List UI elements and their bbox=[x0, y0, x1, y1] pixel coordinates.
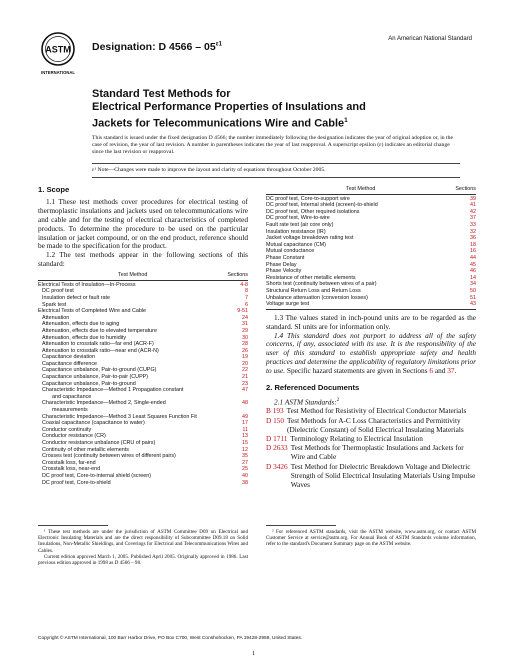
test-method-name: Attenuation, effects due to aging bbox=[42, 321, 120, 328]
scope-1-1: 1.1 These test methods cover procedures for electrical testing of thermoplastic insulations and jackets used on telecommunications wire and cable and for the testing of electrical characteristics of completed products. To determine the procedure to be used on the particular insulation or jacket compound, or on the end product, reference should be made to the specification for the product. bbox=[38, 196, 248, 251]
sections-table-right bbox=[266, 186, 476, 310]
section-link[interactable]: 24 bbox=[242, 314, 248, 321]
test-method-name: Conductor continuity bbox=[42, 426, 92, 433]
test-method-name: Crosses test (continuity between wires of different pairs) bbox=[42, 453, 176, 460]
test-method-name: DC proof test, Wire-to-wire bbox=[266, 215, 330, 222]
test-method-name: Capacitance unbalance, Pair-to-pair (CUPP) bbox=[42, 374, 149, 381]
right-column bbox=[266, 186, 476, 490]
section-link[interactable]: 6 bbox=[245, 301, 248, 308]
test-method-name: Attenuation bbox=[42, 314, 70, 321]
table-end-rule bbox=[266, 309, 476, 310]
test-method-name: Capacitance unbalance, Pair-to-ground (CUPG) bbox=[42, 367, 157, 374]
test-method-name: Mutual conductance bbox=[266, 248, 315, 255]
section-link[interactable]: 16 bbox=[470, 248, 476, 255]
table-row bbox=[38, 427, 248, 434]
copyright-line: Copyright © ASTM International, 100 Barr Harbor Drive, PO Box C700, West Conshohocken, PA 19428-2959, United States. bbox=[38, 636, 303, 641]
table-row bbox=[38, 295, 248, 302]
table-row bbox=[266, 295, 476, 302]
section-link[interactable]: 12 bbox=[242, 446, 248, 453]
scope-heading: 1. Scope bbox=[38, 185, 70, 194]
test-method-name: Crosstalk loss, far-end bbox=[42, 459, 96, 466]
test-method-name: Unbalance attenuation (conversion losses) bbox=[266, 294, 368, 301]
table-header: Test Method Sections bbox=[38, 272, 248, 281]
section-link[interactable]: 11 bbox=[242, 426, 248, 433]
document-title bbox=[92, 88, 452, 131]
table-row bbox=[38, 473, 248, 480]
test-method-name: Characteristic Impedance—Method 3 Least Squares Function Fit bbox=[42, 413, 197, 420]
table-row bbox=[38, 466, 248, 473]
reference-code-link[interactable]: D 150 bbox=[266, 415, 285, 425]
table-row bbox=[266, 268, 476, 275]
section-link[interactable]: 20 bbox=[242, 360, 248, 367]
section-link[interactable]: 50 bbox=[470, 287, 476, 294]
section-link[interactable]: 29 bbox=[242, 327, 248, 334]
test-method-name: Jacket voltage breakdown rating test bbox=[266, 235, 354, 242]
scope-1-2: 1.2 The test methods appear in the following sections of this standard: bbox=[38, 250, 248, 269]
section-link[interactable]: 21 bbox=[242, 374, 248, 381]
test-method-name: measurements bbox=[52, 407, 88, 414]
table-row bbox=[38, 288, 248, 295]
section-link[interactable]: 47 bbox=[242, 387, 248, 394]
section-link[interactable]: 43 bbox=[470, 301, 476, 308]
section-link[interactable]: 19 bbox=[242, 354, 248, 361]
title-line-1: Standard Test Methods for bbox=[92, 88, 231, 100]
test-method-name: Phase Velocity bbox=[266, 268, 302, 275]
table-row bbox=[38, 374, 248, 381]
test-method-name: DC proof test, Internal shield (screen)-to-shield bbox=[266, 202, 378, 209]
section-link[interactable]: 4-8 bbox=[240, 281, 248, 288]
test-method-name: Conductor resistance (CR) bbox=[42, 433, 106, 440]
table-row bbox=[38, 387, 248, 394]
reference-item bbox=[266, 417, 476, 435]
table-row bbox=[38, 361, 248, 368]
test-method-name: Insulation resistance (IR) bbox=[266, 228, 326, 235]
test-method-name: Shorts test (continuity between wires of a pair) bbox=[266, 281, 377, 288]
section-link[interactable]: 40 bbox=[242, 472, 248, 479]
scope-1-3: 1.3 The values stated in inch-pound units are to be regarded as the standard. SI units are for information only. bbox=[266, 312, 476, 331]
test-method-name: Structural Return Loss and Return Loss bbox=[266, 287, 361, 294]
table-row bbox=[38, 420, 248, 427]
table-row bbox=[38, 460, 248, 467]
table-row bbox=[266, 288, 476, 295]
section-link[interactable]: 35 bbox=[242, 453, 248, 460]
table-row bbox=[38, 302, 248, 309]
section-link[interactable]: 44 bbox=[470, 254, 476, 261]
table-row bbox=[38, 480, 248, 487]
table-row bbox=[266, 222, 476, 229]
references-list bbox=[266, 397, 476, 489]
test-method-name: Phase Delay bbox=[266, 261, 297, 268]
american-national-standard-label: An American National Standard bbox=[388, 36, 472, 42]
footnotes-left bbox=[38, 525, 248, 566]
test-method-name: and capacitance bbox=[52, 393, 92, 400]
section-link[interactable]: 32 bbox=[470, 228, 476, 235]
table-row bbox=[38, 321, 248, 328]
section-link[interactable]: 13 bbox=[242, 433, 248, 440]
footnotes-right bbox=[266, 525, 476, 548]
page-number: 1 bbox=[252, 650, 256, 657]
standard-issuance-note: This standard is issued under the fixed designation D 4566; the number immediately following the designation indicates the year of original adoption or, in the case of revision, the year of last revision. A number in parentheses indicates the year of last reapproval. A superscript epsilon (ε) indicates an editorial change since the last revision or reapproval. bbox=[92, 135, 454, 156]
section-link[interactable]: 45 bbox=[470, 261, 476, 268]
reference-code-link[interactable]: B 193 bbox=[266, 406, 284, 416]
test-method-name: Electrical Tests of Completed Wire and Cable bbox=[38, 308, 147, 315]
section-link[interactable]: 42 bbox=[470, 208, 476, 215]
test-method-name: Crosstalk loss, near-end bbox=[42, 466, 101, 473]
test-method-name: Characteristic Impedance—Method 1 Propagation constant bbox=[42, 387, 184, 394]
table-row bbox=[266, 255, 476, 262]
test-method-name: Capacitance unbalance, Pair-to-ground bbox=[42, 380, 136, 387]
section-link[interactable]: 27 bbox=[242, 459, 248, 466]
designation: Designation: D $4566 - 05^{\varepsilon 1}$ bbox=[92, 41, 222, 53]
section-link[interactable]: 51 bbox=[470, 294, 476, 301]
footnote-rule bbox=[38, 525, 108, 526]
section-link[interactable]: 9-51 bbox=[237, 308, 248, 315]
test-method-name: Attenuation, effects due to humidity bbox=[42, 334, 127, 341]
section-link[interactable]: 15 bbox=[242, 440, 248, 446]
table-row bbox=[38, 354, 248, 361]
section-link[interactable]: 14 bbox=[470, 274, 476, 281]
test-method-name: Conductor resistance unbalance (CRU of pairs) bbox=[42, 440, 156, 446]
test-method-name: Capacitance deviation bbox=[42, 354, 96, 361]
left-column bbox=[38, 186, 248, 486]
table-row bbox=[38, 348, 248, 355]
test-method-name: DC proof test, Other required isolations bbox=[266, 208, 360, 215]
section-link[interactable]: 36 bbox=[470, 235, 476, 242]
table-row bbox=[38, 328, 248, 335]
table-row bbox=[38, 407, 248, 414]
sections-table-left bbox=[38, 272, 248, 486]
section-link[interactable]: 25 bbox=[242, 466, 248, 473]
table-row bbox=[266, 301, 476, 308]
scope-1-4: 1.4 This standard does not purport to address all of the safety concerns, if any, associated with its use. It is the responsibility of the user of this standard to establish appropriate safety and health practices and determine the applicability of regulatory limitations prior to use. Specific hazard statements are given in Sections 6 and 37. bbox=[266, 330, 476, 376]
test-method-name: Mutual capacitance (CM) bbox=[266, 241, 326, 248]
table-row bbox=[38, 447, 248, 454]
test-method-name: Voltage surge test bbox=[266, 301, 310, 308]
section-link[interactable]: 46 bbox=[470, 268, 476, 275]
divider bbox=[92, 163, 460, 164]
table-row bbox=[38, 367, 248, 374]
section-link-6[interactable]: 6 bbox=[429, 366, 433, 376]
reference-title: Test Methods for A-C Loss Characteristics and Permittivity (Dielectric Constant) of Solid Electrical Insulating Materials bbox=[287, 415, 464, 434]
table-row bbox=[266, 248, 476, 255]
test-method-name: Fault rate test (air core only) bbox=[266, 221, 334, 228]
reference-title: Test Method for Dielectric Breakdown Voltage and Dielectric Strength of Solid Electrical Insulating Materials Using Impulse Waves bbox=[290, 461, 476, 489]
section-link[interactable]: 31 bbox=[242, 321, 248, 328]
section-link[interactable]: 33 bbox=[470, 221, 476, 228]
reference-item bbox=[266, 463, 476, 490]
section-link[interactable]: 49 bbox=[242, 413, 248, 420]
reference-title: Terminology Relating to Electrical Insulation bbox=[290, 433, 423, 443]
test-method-name: DC proof test, Core-to-shield bbox=[42, 479, 111, 486]
test-method-name: Resistance of other metallic elements bbox=[266, 274, 356, 281]
test-method-name: Spark test bbox=[42, 301, 67, 308]
test-method-name: Capacitance difference bbox=[42, 360, 98, 367]
reference-code-link[interactable]: D 1711 bbox=[266, 433, 288, 443]
test-method-name: Attenuation to crosstalk ratio—near end (ACR-N) bbox=[42, 347, 159, 354]
section-link[interactable]: 37 bbox=[470, 215, 476, 222]
section-link[interactable]: 28 bbox=[242, 341, 248, 348]
reference-item bbox=[266, 407, 476, 416]
table-row bbox=[266, 275, 476, 282]
test-method-name: Insulation defect or fault rate bbox=[42, 294, 111, 301]
table-row bbox=[38, 315, 248, 322]
test-method-name: Attenuation to crosstalk ratio—far end (ACR-F) bbox=[42, 341, 154, 348]
test-method-name: Phase Constant bbox=[266, 254, 305, 261]
table-row bbox=[38, 308, 248, 315]
table-row bbox=[266, 262, 476, 269]
table-row bbox=[38, 440, 248, 447]
table-row bbox=[38, 414, 248, 421]
svg-text:INTERNATIONAL: INTERNATIONAL bbox=[41, 70, 75, 75]
editorial-change-note: ε¹ Note—Changes were made to improve the layout and clarity of equations throughout October 2005. bbox=[92, 167, 326, 173]
table-row bbox=[38, 335, 248, 342]
section-link[interactable]: 34 bbox=[470, 281, 476, 288]
section-link[interactable]: 26 bbox=[242, 347, 248, 354]
test-method-name: Coaxial capacitance (capacitance to water) bbox=[42, 420, 145, 427]
table-row bbox=[266, 202, 476, 209]
divider bbox=[92, 177, 460, 178]
footnote-2: ² For referenced ASTM standards, visit the ASTM website, www.astm.org, or contact ASTM Customer Service at service@astm.org. For Annual Book of ASTM Standards volume information, refer to the standard's Document Summary page on the ASTM website. bbox=[266, 529, 476, 548]
footnote-rule bbox=[266, 525, 336, 526]
test-method-name: DC proof test, Core-to-internal shield (screen) bbox=[42, 472, 152, 479]
test-method-name: DC proof test bbox=[42, 288, 74, 295]
table-row bbox=[38, 282, 248, 289]
table-row bbox=[266, 215, 476, 222]
footnote-1: ¹ These test methods are under the jurisdiction of ASTM Committee D09 on Electrical and Electronic Insulating Materials and are the direct responsibility of Subcommittee D09.18 on Solid Insulations, Non-Metallic Shieldings, and Coverings for Electrical and Telecommunications Wires and Cables. bbox=[38, 529, 248, 554]
section-link[interactable]: 48 bbox=[242, 400, 248, 407]
section-link[interactable]: 18 bbox=[470, 241, 476, 248]
table-row bbox=[266, 196, 476, 203]
reference-title: Test Methods for Thermoplastic Insulations and Jackets for Wire and Cable bbox=[290, 443, 464, 462]
section-link[interactable]: 39 bbox=[470, 195, 476, 202]
table-row bbox=[38, 381, 248, 388]
section-link[interactable]: 30 bbox=[242, 334, 248, 341]
footnote-1-edition: Current edition approved March 1, 2005. Published April 2005. Originally approved in 1986. Last previous edition approved in 1998 as D 4566 – 98. bbox=[38, 553, 248, 567]
test-method-name: Attenuation, effects due to elevated temperature bbox=[42, 327, 157, 334]
test-method-name: DC proof test, Core-to-support wire bbox=[266, 195, 350, 202]
reference-item bbox=[266, 444, 476, 462]
title-line-3: Jackets for Telecommunications Wire and Cable$^1$ bbox=[92, 117, 348, 131]
svg-text:ASTM: ASTM bbox=[45, 44, 71, 55]
referenced-documents-heading: 2. Referenced Documents bbox=[266, 383, 360, 393]
table-header: Test Method Sections bbox=[266, 186, 476, 195]
table-row bbox=[266, 281, 476, 288]
table-row bbox=[266, 229, 476, 236]
table-row bbox=[38, 341, 248, 348]
table-row bbox=[38, 453, 248, 460]
reference-code-link[interactable]: D 3426 bbox=[266, 461, 288, 471]
section-link[interactable]: 8 bbox=[245, 288, 248, 295]
test-method-name: Continuity of other metallic elements bbox=[42, 446, 129, 453]
test-method-name: Characteristic Impedance—Method 2, Single-ended bbox=[42, 400, 166, 407]
table-row bbox=[38, 433, 248, 440]
section-link[interactable]: 22 bbox=[242, 367, 248, 374]
section-link[interactable]: 41 bbox=[470, 202, 476, 209]
section-link[interactable]: 38 bbox=[242, 479, 248, 486]
table-row bbox=[266, 242, 476, 249]
section-link[interactable]: 7 bbox=[245, 294, 248, 301]
title-line-2: Electrical Performance Properties of Insulations and bbox=[92, 101, 366, 114]
test-method-name: Electrical Tests of Insulation—In-Process bbox=[38, 281, 136, 288]
table-row bbox=[266, 235, 476, 242]
section-link-37[interactable]: 37 bbox=[447, 366, 455, 376]
table-row bbox=[38, 394, 248, 401]
reference-title: Test Method for Resistivity of Electrical Conductor Materials bbox=[286, 406, 467, 416]
section-link[interactable]: 23 bbox=[242, 380, 248, 387]
astm-standards-subheading: 2.1 ASTM Standards:$^2$ bbox=[274, 397, 340, 407]
section-link[interactable]: 17 bbox=[242, 420, 248, 427]
reference-code-link[interactable]: D 2633 bbox=[266, 443, 288, 453]
astm-logo bbox=[38, 30, 78, 78]
table-row bbox=[38, 400, 248, 407]
table-row bbox=[266, 209, 476, 216]
